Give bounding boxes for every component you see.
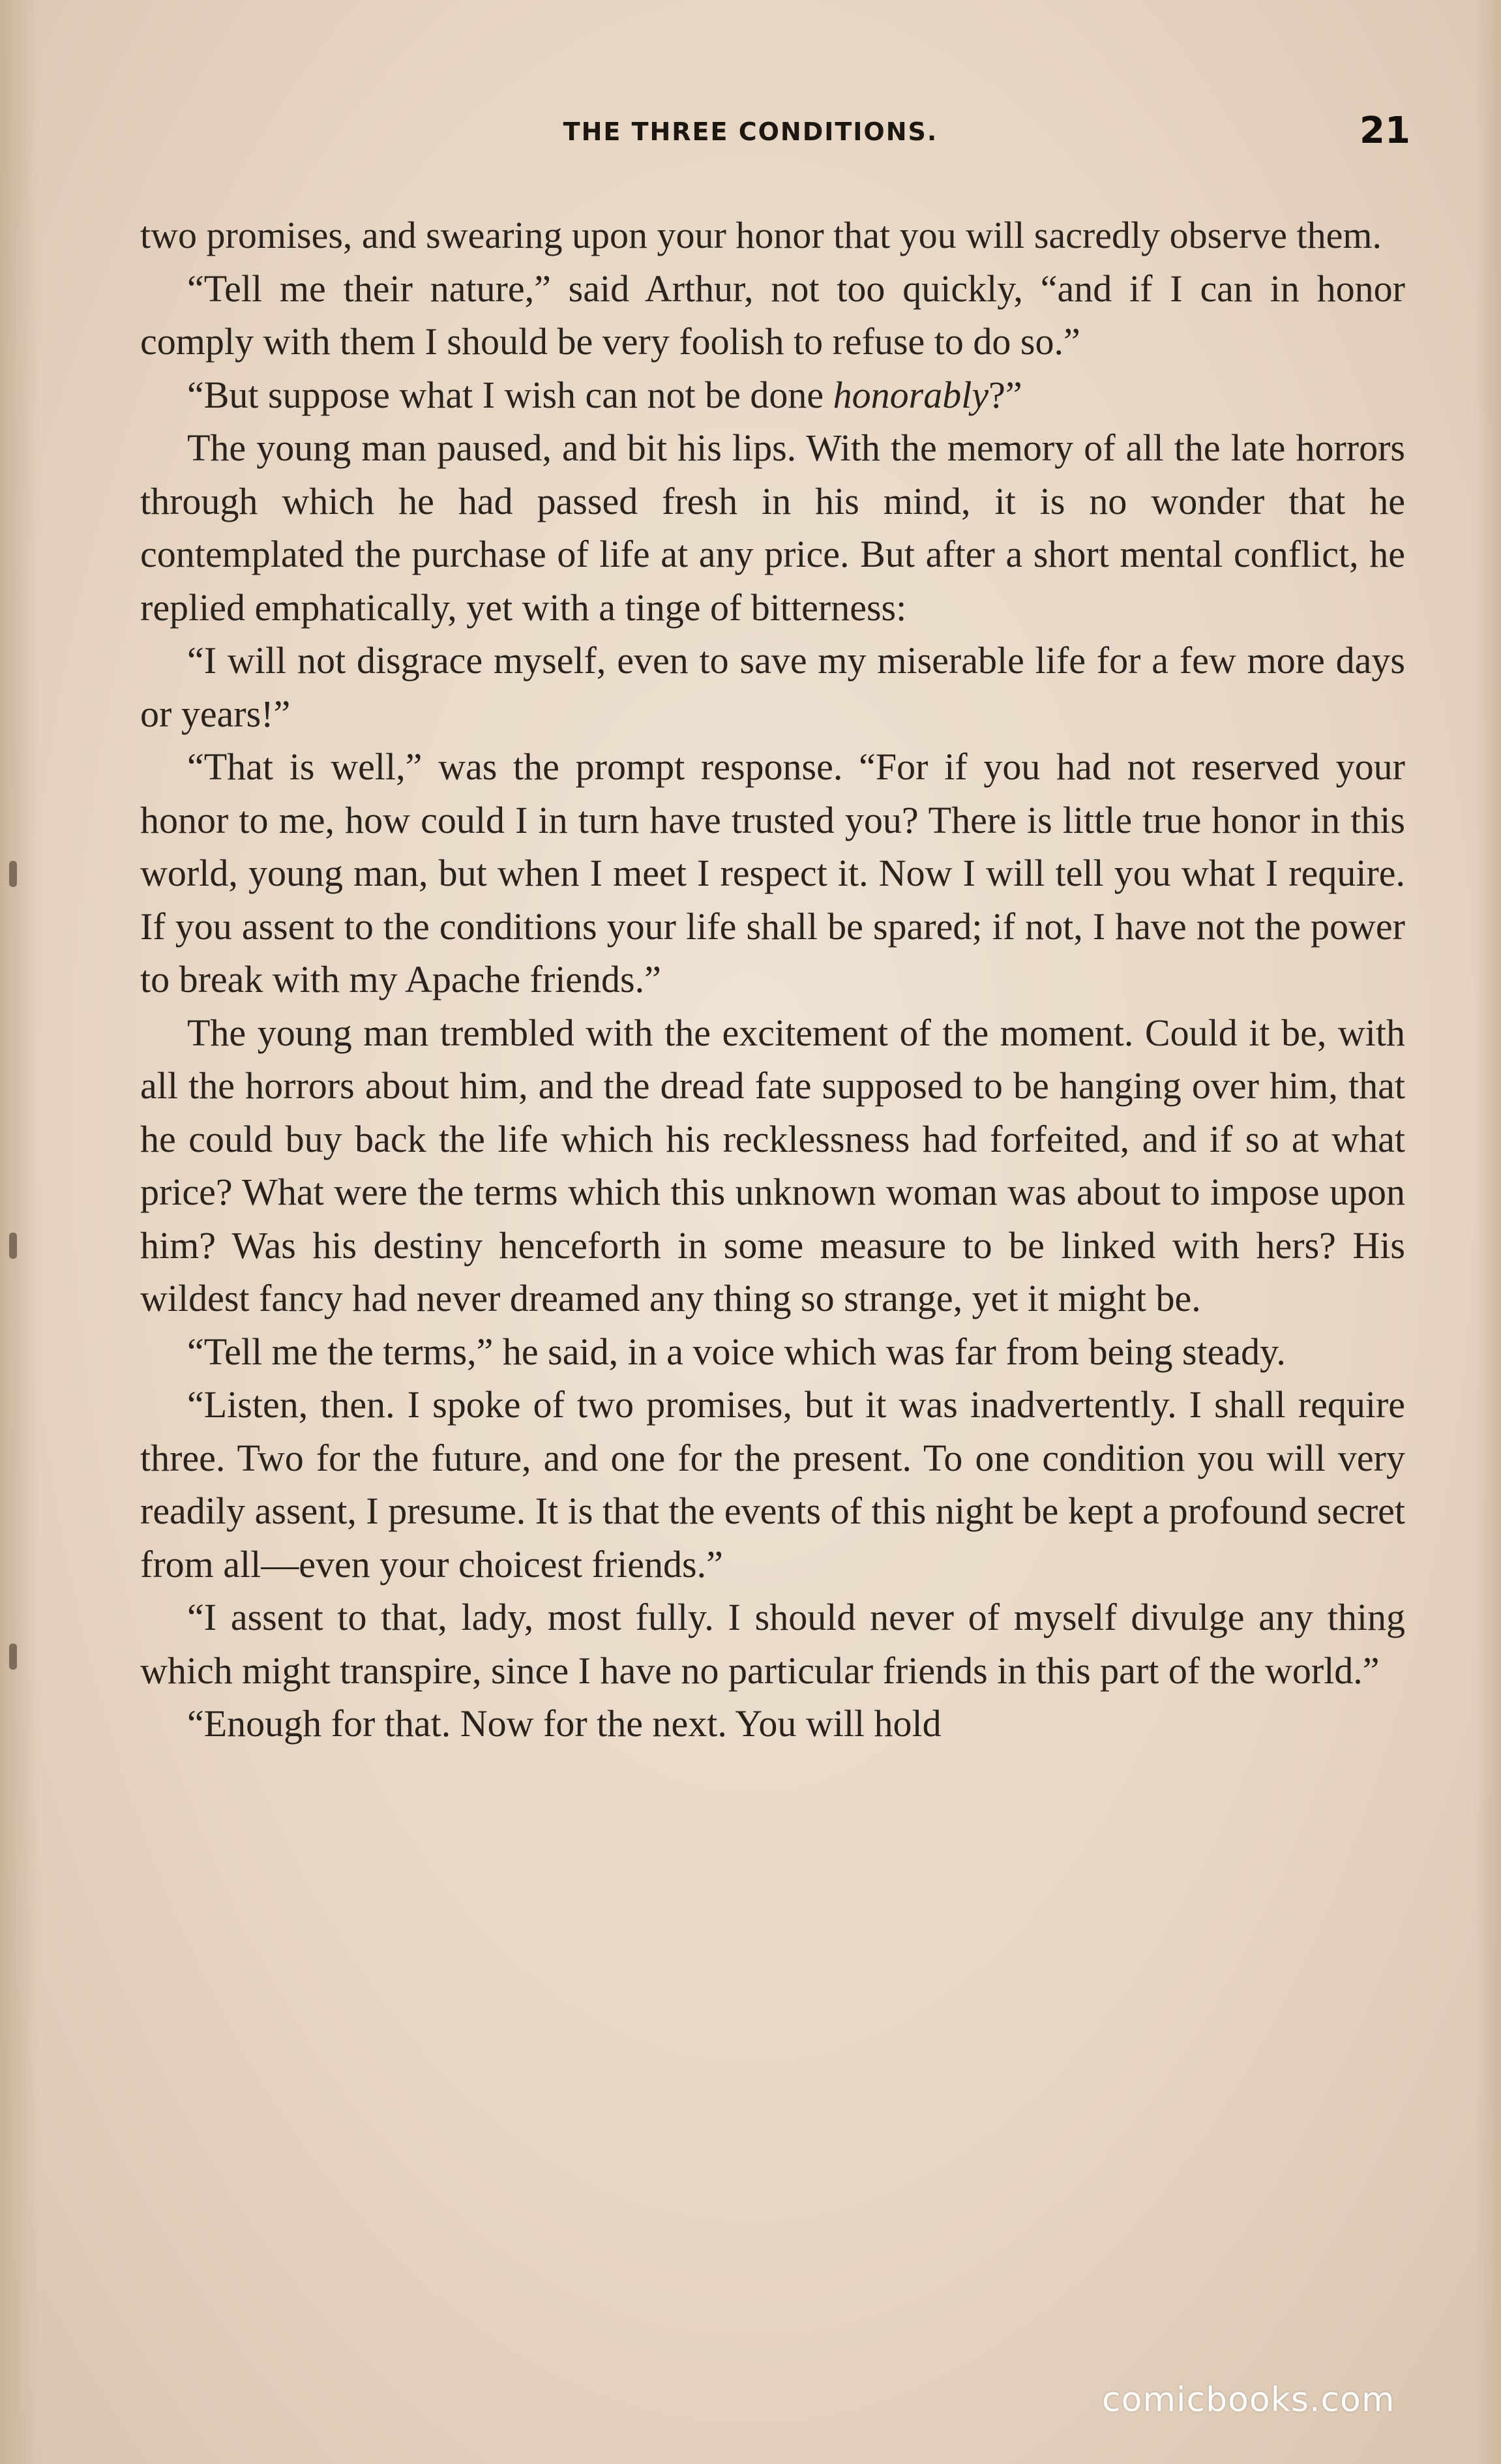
page-number: 21 <box>1360 110 1410 152</box>
running-head-title: THE THREE CONDITIONS. <box>563 117 938 146</box>
paragraph: two promises, and swearing upon your honor that you will sacredly observe them. <box>140 214 1382 256</box>
paragraph: “That is well,” was the prompt response. “For if you had not reserved your honor to me, how could I in turn have trusted you? There is little true honor in this world, young man, but when I meet I respect it. Now I will tell you what I require. If you assent to the conditions your life shall be spared; if not, I have not the power to break with my Apache friends.” <box>140 745 1405 1000</box>
paragraph: “Enough for that. Now for the next. You will hold <box>187 1702 942 1745</box>
paragraph-text: “But suppose what I wish can not be done <box>187 373 833 416</box>
binding-hole-mark <box>9 861 17 887</box>
paragraph: The young man paused, and bit his lips. With the memory of all the late horrors through which he had passed fresh in his mind, it is no wonder that he contemplated the purchase of life at any price. But after a short mental conflict, he replied emphatically, yet with a tinge of bitterness: <box>140 427 1405 629</box>
paragraph: “I will not disgrace myself, even to save my miserable life for a few more days or years!” <box>140 639 1405 735</box>
body-text <box>140 209 1405 1750</box>
paragraph: The young man trembled with the excitement of the moment. Could it be, with all the horrors about him, and the dread fate supposed to be hanging over him, that he could buy back the life which his recklessness had forfeited, and if so at what price? What were the terms which this unknown woman was about to impose upon him? Was his destiny henceforth in some measure to be linked with hers? His wildest fancy had never dreamed any thing so strange, yet it might be. <box>140 1011 1405 1319</box>
paragraph: “Listen, then. I spoke of two promises, but it was inadvertently. I shall require three. Two for the future, and one for the present. To one condition you will very readily assent, I presume. It is that the events of this night be kept a profound secret from all—even your choicest friends.” <box>140 1383 1405 1585</box>
paragraph: “Tell me their nature,” said Arthur, not too quickly, “and if I can in honor comply with them I should be very foolish to refuse to do so.” <box>140 267 1405 363</box>
watermark: comicbooks.com <box>1102 2381 1395 2420</box>
paragraph-text: ?” <box>988 373 1022 416</box>
paragraph: “Tell me the terms,” he said, in a voice which was far from being steady. <box>187 1330 1286 1373</box>
binding-hole-mark <box>9 1644 17 1670</box>
emphasized-word: honorably <box>833 373 989 416</box>
binding-hole-mark <box>9 1233 17 1259</box>
paragraph <box>140 368 1405 422</box>
paragraph: “I assent to that, lady, most fully. I should never of myself divulge any thing which might transpire, since I have no particular friends in this part of the world.” <box>140 1596 1405 1692</box>
